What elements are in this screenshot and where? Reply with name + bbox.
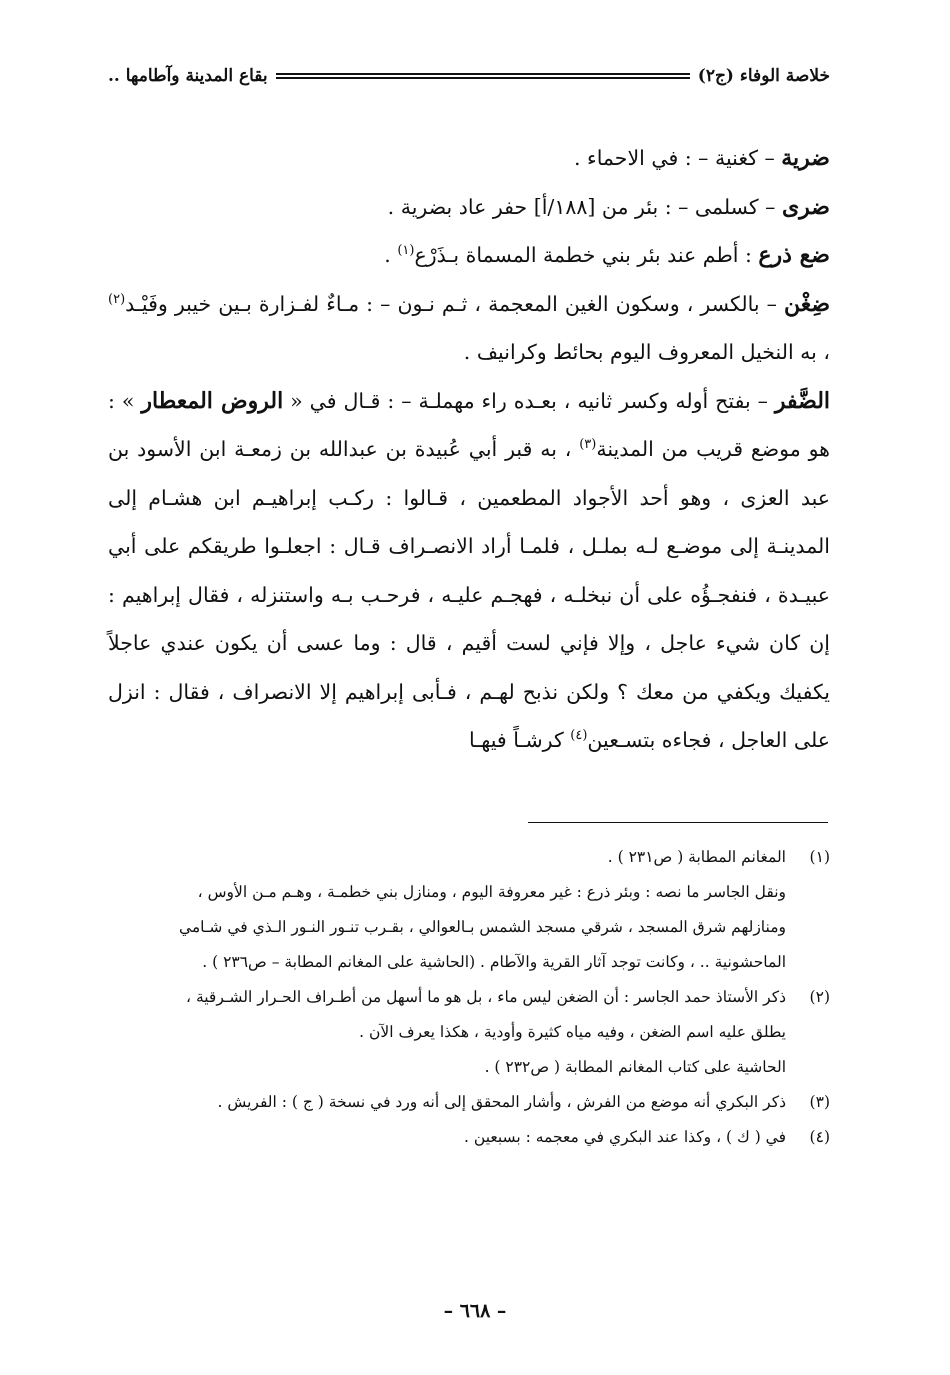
entry-tail: ، به قبر أبي عُبيدة بن عبدالله بن زمعـة ابن الأسود بن عبد العزى ، وهو أحد الأجواد المطعمين ، قـالوا : ركـب إبراهيـم ابن هشـام إلى المدينـة إلى موضـع لـه بملـل ، فلمـا أراد الانصـراف قـال : اجعلـوا طريقكم على أبي عبيـدة ، فنفجـؤُه على أن نبخلـه ، فهجـم عليـه ، فرحـب بـه واستنزله ، فقال إبراهيم : إن كان شيء عاجل ، وإلا فإني لست أقيم ، قال : وما عسى أن يكون عندي عاجلاً يكفيك ويكفي من معك ؟ ولكن نذبح لهـم ، فـأبى إبراهيم إلا الانصراف ، فقال : انزل على العاجل ، فجاءه بتسـعين xyxy=(108,437,830,752)
footnote-line: ونقل الجاسر ما نصه : وبئر ذرع : غير معروفة اليوم ، ومنازل بني خطمـة ، وهـم مـن الأوس ، xyxy=(197,883,786,901)
entry-headword: ضرية xyxy=(781,145,830,171)
footnote-1-continuation xyxy=(108,875,830,980)
footnote-line: ومنازلهم شرق المسجد ، شرقي مسجد الشمس بـالعوالي ، بقـرب تنـور النـور الـذي في شـامي xyxy=(178,918,786,936)
footnote-reference[interactable]: (٣) xyxy=(579,437,597,453)
footnote-line: الماحشونية .. ، وكانت توجد آثار القرية والآطام . (الحاشية على المغانم المطابة – ص٢٣٦ ) . xyxy=(202,953,786,971)
footnote-3 xyxy=(108,1085,830,1120)
entry-text: – كغنية – : في الاحماء . xyxy=(574,146,782,170)
footnote-reference[interactable]: (٤) xyxy=(570,728,588,744)
entry-dara xyxy=(108,183,830,232)
entry-text-continued: » : هو موضع قريب من المدينة xyxy=(108,388,830,461)
footnote-text xyxy=(108,980,786,1050)
footnote-text xyxy=(108,1085,786,1120)
running-header-rule xyxy=(276,73,690,79)
entry-dariyya xyxy=(108,134,830,183)
footnote-separator xyxy=(528,822,828,823)
running-header-title: خلاصة الوفاء (ج٢) xyxy=(697,66,830,86)
footnote-reference[interactable]: (١) xyxy=(397,243,415,259)
cited-book-title: الروض المعطار xyxy=(141,387,284,414)
footnote-number: (٤) xyxy=(809,1128,830,1146)
entry-text: – بفتح أوله وكسر ثانيه ، بعـده راء مهملـة – : قـال في « xyxy=(283,388,775,413)
entry-tail: . xyxy=(384,243,398,267)
running-header-section: بقاع المدينة وآطامها .. xyxy=(108,66,268,86)
footnote-line: الحاشية على كتاب المغانم المطابة ( ص٢٣٢ ) . xyxy=(484,1058,786,1076)
entry-headword: الضَّفر xyxy=(774,387,831,414)
footnote-2-continuation xyxy=(108,1050,830,1085)
footnote-2 xyxy=(108,980,830,1050)
entry-text: – بالكسر ، وسكون الغين المعجمة ، ثـم نـون – : مـاءٌ لفـزارة بـين خيبر وفَيْـد xyxy=(125,291,784,316)
footnote-text xyxy=(108,840,786,875)
entry-headword: ضع ذرع xyxy=(758,242,830,268)
entry-text: – كسلمى – : بئر من [١٨٨/أ] حفر عاد بضرية . xyxy=(387,194,782,219)
running-header xyxy=(108,62,830,90)
footnote-1 xyxy=(108,840,830,875)
entry-tail-continued: كرشـاً فيهـا xyxy=(469,728,571,752)
footnote-line: في ( ك ) ، وكذا عند البكري في معجمه : بسبعين . xyxy=(464,1128,786,1146)
footnote-reference[interactable]: (٢) xyxy=(108,291,126,307)
entry-text: : أطم عند بئر بني خطمة المسماة بـذَرْع xyxy=(414,243,759,267)
footnote-line: يطلق عليه اسم الضغن ، وفيه مياه كثيرة وأودية ، هكذا يعرف الآن . xyxy=(359,1023,786,1041)
entry-dafr xyxy=(108,377,830,765)
footnote-text xyxy=(108,1120,786,1155)
entry-da-dhar xyxy=(108,231,830,280)
main-text xyxy=(108,134,830,765)
footnote-4 xyxy=(108,1120,830,1155)
entry-dighn xyxy=(108,280,830,377)
entry-headword: ضِغْن xyxy=(783,290,830,317)
entry-tail: ، به النخيل المعروف اليوم بحائط وكرانيف . xyxy=(463,340,830,364)
page-number: – ٦٦٨ – xyxy=(443,1300,507,1322)
footnotes xyxy=(108,840,830,1155)
footnote-line: ذكر الأستاذ حمد الجاسر : أن الضغن ليس ماء ، بل هو ما أسهل من أطـراف الحـرار الشـرقية ، xyxy=(186,988,786,1006)
footnote-line: ذكر البكري أنه موضع من الفرش ، وأشار المحقق إلى أنه ورد في نسخة ( ج ) : الفريش . xyxy=(217,1093,786,1111)
footnote-number: (٣) xyxy=(809,1093,830,1111)
footnote-number: (٢) xyxy=(809,988,830,1006)
footnote-line: المغانم المطابة ( ص٢٣١ ) . xyxy=(607,848,786,866)
footnote-number: (١) xyxy=(809,848,830,866)
entry-headword: ضرى xyxy=(781,193,830,220)
